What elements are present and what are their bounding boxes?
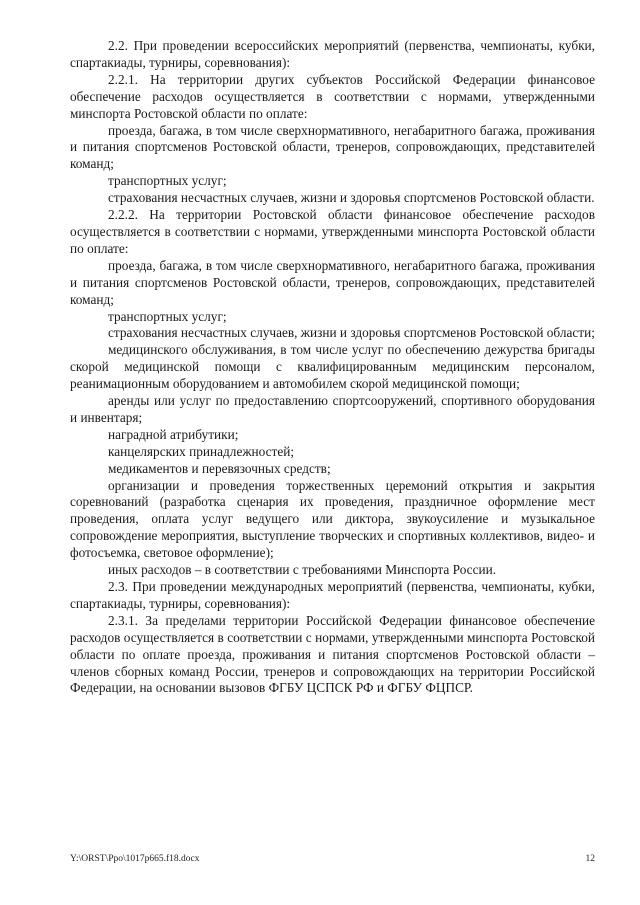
list-item: транспортных услуг; — [108, 308, 227, 324]
page-footer — [70, 854, 595, 864]
paragraph-2-2-1: 2.2.1. На территории других субъектов Российской Федерации финансовое обеспечение расходов осуществляется в соответствии с нормами, утвержденными минспорта Ростовской области по оплате: — [70, 71, 595, 121]
list-item: транспортных услуг; — [108, 173, 227, 189]
list-item: аренды или услуг по предоставлению спортсооружений, спортивного оборудования и инвентаря; — [70, 393, 595, 425]
list-item: медикаментов и перевязочных средств; — [108, 460, 331, 476]
page-number: 12 — [585, 854, 595, 864]
paragraph-2-2: 2.2. При проведении всероссийских мероприятий (первенства, чемпионаты, кубки, спартакиады, турниры, соревнования): — [70, 38, 595, 70]
list-item: страхования несчастных случаев, жизни и здоровья спортсменов Ростовской области. — [108, 190, 595, 206]
list-item: медицинского обслуживания, в том числе услуг по обеспечению дежурства бригады скорой медицинской помощи с квалифицированным медицинским персоналом, реанимационным оборудованием и автомобилем скорой медицинской помощи; — [70, 342, 595, 392]
paragraph-2-3-1: 2.3.1. За пределами территории Российской Федерации финансовое обеспечение расходов осуществляется в соответствии с нормами, утвержденными минспорта Ростовской области по оплате проезда, проживания и питания спортсменов Ростовской области – членов сборных команд России, тренеров и сопровождающих на территории Российской Федерации, на основании вызовов ФГБУ ЦСПСК РФ и ФГБУ ФЦПСР. — [70, 612, 595, 696]
list-item: проезда, багажа, в том числе сверхнормативного, негабаритного багажа, проживания и питания спортсменов Ростовской области, тренеров, сопровождающих, представителей команд; — [70, 122, 595, 172]
file-path: Y:\ORST\Ppo\1017p665.f18.docx — [70, 854, 200, 864]
paragraph-2-2-2: 2.2.2. На территории Ростовской области финансовое обеспечение расходов осуществляется в соответствии с нормами, утвержденными минспорта Ростовской области по оплате: — [70, 207, 595, 256]
document-body — [70, 38, 595, 697]
list-item: организации и проведения торжественных церемоний открытия и закрытия соревнований (разработка сценария их проведения, праздничное оформление мест проведения, оплата услуг ведущего или диктора, звукоусиление и музыкальное сопровождение мероприятия, выступление творческих и спортивных коллективов, видео- и фотосъемка, световое оформление); — [70, 477, 595, 561]
paragraph-2-3: 2.3. При проведении международных мероприятий (первенства, чемпионаты, кубки, спартакиады, турниры, соревнования): — [70, 579, 595, 611]
list-item: наградной атрибутики; — [108, 426, 239, 442]
list-item: проезда, багажа, в том числе сверхнормативного, негабаритного багажа, проживания и питания спортсменов Ростовской области, тренеров, сопровождающих, представителей команд; — [70, 257, 595, 307]
list-item: иных расходов – в соответствии с требованиями Минспорта России. — [108, 562, 497, 578]
list-item: канцелярских принадлежностей; — [108, 443, 295, 459]
list-item: страхования несчастных случаев, жизни и здоровья спортсменов Ростовской области; — [108, 325, 595, 341]
